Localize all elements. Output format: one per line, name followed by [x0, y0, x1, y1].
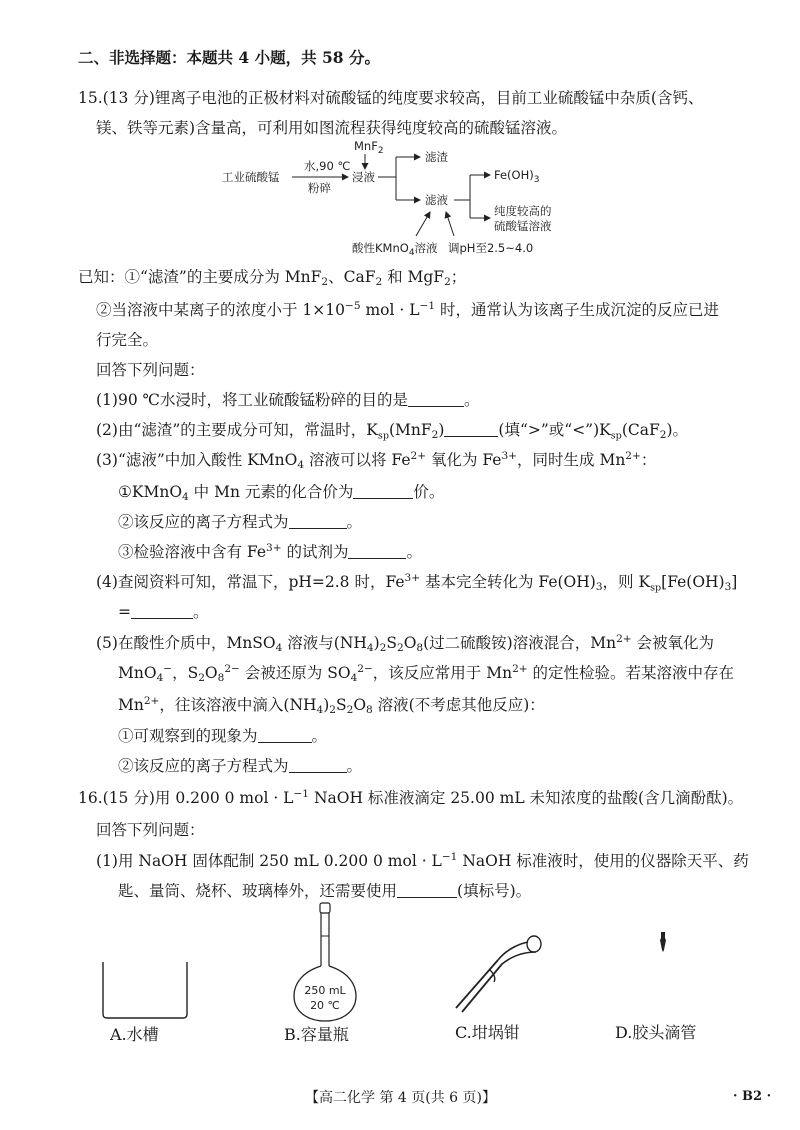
- flow-product-line2: 硫酸锰溶液: [494, 219, 552, 233]
- flow-water-temp-label: 水,90 ℃: [304, 159, 351, 173]
- answer-blank[interactable]: [408, 390, 464, 407]
- flask-label: [294, 982, 356, 1016]
- flow-crush-label: 粉碎: [308, 181, 331, 195]
- q15-answer-prompt: 回答下列问题：: [96, 361, 205, 379]
- page-footer: 【高二化学 第 4 页(共 6 页)】: [305, 1090, 496, 1106]
- answer-blank[interactable]: [348, 542, 406, 559]
- flow-oxidant-label: 酸性KMnO$_4$溶液: [352, 241, 438, 258]
- answer-blank[interactable]: [353, 482, 413, 499]
- q15-intro-line1: 15.(13 分)锂离子电池的正极材料对硫酸锰的纯度要求较高，目前工业硫酸锰中杂质(含钙、: [78, 89, 704, 107]
- answer-blank[interactable]: [258, 726, 312, 743]
- q15-known-3: 行完全。: [96, 331, 159, 349]
- answer-blank[interactable]: [444, 420, 498, 437]
- flow-leach-label: 浸液: [352, 170, 375, 184]
- q15-part3-1: ①KMnO$_4$ 中 Mn 元素的化合价为 价。: [118, 483, 445, 504]
- q15-part5-line3: $Mn^{2+}$，往该溶液中滴入$(NH_4)_2S_2O_8$ 溶液(不考虑其他反应)：: [118, 695, 545, 717]
- dropper-figure: [656, 930, 670, 954]
- q15-intro-line2: 镁、铁等元素)含量高，可利用如图流程获得纯度较高的硫酸锰溶液。: [96, 119, 568, 137]
- option-b-label[interactable]: B.容量瓶: [284, 1025, 349, 1044]
- q16-intro: 16.(15 分)用 0.200 0 mol · $L^{-1}$ NaOH 标准液滴定 25.00 mL 未知浓度的盐酸(含几滴酚酞)。: [78, 788, 744, 807]
- q15-known-2: ②当溶液中某离子的浓度小于 $1\times 10^{-5}$ mol · $L^{-1}$ 时，通常认为该离子生成沉淀的反应已进: [96, 300, 720, 319]
- q15-known-1: 已知：①“滤渣”的主要成分为 MnF$_2$、CaF$_2$ 和 MgF$_2$；: [78, 268, 467, 289]
- q15-part3-3: ③检验溶液中含有 $Fe^{3+}$ 的试剂为 。: [118, 542, 422, 561]
- water-trough-figure: [100, 958, 190, 1020]
- process-flow-diagram: [220, 136, 560, 260]
- flow-arrow-oxidant: [416, 212, 430, 236]
- flow-ph-label: 调pH至2.5~4.0: [448, 241, 534, 255]
- q15-part5-4: ①可观察到的现象为 。: [118, 727, 328, 745]
- q16-answer-prompt: 回答下列问题：: [96, 821, 205, 839]
- q16-part1-line2: 匙、量筒、烧杯、玻璃棒外，还需要使用 (填标号)。: [118, 882, 532, 900]
- answer-blank[interactable]: [289, 756, 347, 773]
- flow-reagent-mnf2: MnF$_2$: [354, 139, 384, 156]
- q15-part5-line2: MnO$_4$−，$S_2O_8^{2-}$ 会被还原为 $SO_4^{2-}$，该反应常用于 $Mn^{2+}$ 的定性检验。若某溶液中存在: [118, 663, 735, 685]
- flow-product-line1: 纯度较高的: [494, 204, 552, 218]
- section-header: 二、非选择题：本题共 4 小题，共 58 分。: [78, 48, 380, 67]
- answer-blank[interactable]: [131, 602, 193, 619]
- flow-arrow-ph: [446, 212, 454, 236]
- q15-part4: (4)查阅资料可知，常温下，pH=2.8 时，$Fe^{3+}$ 基本完全转化为 $Fe(OH)_3$，则 $K_{sp}[Fe(OH)_3]$: [96, 572, 738, 594]
- q15-part4-eq: = 。: [118, 603, 209, 621]
- flow-start-label: 工业硫酸锰: [222, 170, 280, 184]
- page-code: · B2 ·: [733, 1089, 772, 1104]
- flow-feoh3-label: $Fe(OH)_3$: [494, 168, 540, 185]
- option-c-label[interactable]: C.坩埚钳: [455, 1023, 520, 1042]
- option-a-label[interactable]: A.水槽: [110, 1025, 159, 1044]
- answer-blank[interactable]: [397, 881, 457, 898]
- q15-part2: (2)由“滤渣”的主要成分可知，常温时，$K_{sp}(MnF_2)$ (填“>”或“$<”)K_{sp}(CaF_2)$。: [96, 421, 688, 442]
- q15-part3-2: ②该反应的离子方程式为 。: [118, 513, 363, 531]
- option-d-label[interactable]: D.胶头滴管: [615, 1023, 697, 1042]
- flask-temp-text: 20 ℃: [310, 999, 340, 1012]
- q15-part1: (1)90 ℃水浸时，将工业硫酸锰粉碎的目的是 。: [96, 391, 480, 409]
- q16-part1-line1: (1)用 NaOH 固体配制 250 mL 0.200 0 mol · $L^{-1}$ NaOH 标准液时，使用的仪器除天平、药: [96, 851, 749, 870]
- q15-part5-5: ②该反应的离子方程式为 。: [118, 757, 363, 775]
- crucible-tongs-figure: [450, 930, 550, 1014]
- flask-volume-text: 250 mL: [304, 984, 346, 997]
- flow-residue-label: 滤渣: [425, 150, 448, 164]
- flow-filtrate-label: 滤液: [425, 193, 448, 207]
- q15-part5-line1: (5)在酸性介质中，MnSO$_4$ 溶液与$(NH_4)_2S_2O_8$(过二硫酸铵)溶液混合，$Mn^{2+}$ 会被氧化为: [96, 633, 715, 655]
- q15-part3: (3)“滤液”中加入酸性 KMnO$_4$ 溶液可以将 $Fe^{2+}$ 氧化为 $Fe^{3+}$，同时生成 $Mn^{2+}$：: [96, 450, 657, 472]
- answer-blank[interactable]: [289, 512, 347, 529]
